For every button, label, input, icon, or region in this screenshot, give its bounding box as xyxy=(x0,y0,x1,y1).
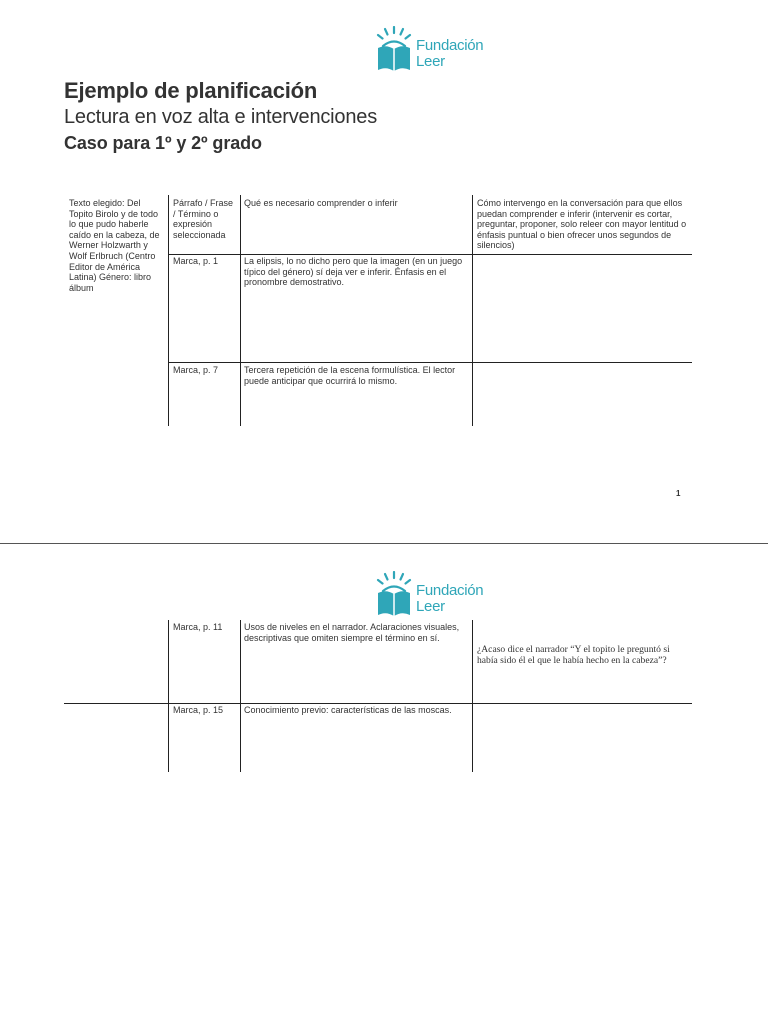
case-subtitle: Caso para 1º y 2º grado xyxy=(64,133,262,153)
logo-line-1: Fundación xyxy=(416,582,484,599)
page-subtitle: Lectura en voz alta e intervenciones xyxy=(64,106,377,128)
page-separator xyxy=(0,543,768,544)
table-divider xyxy=(168,195,169,426)
fundacion-leer-logo xyxy=(374,26,486,76)
table-divider xyxy=(168,254,692,255)
table-row-fragment: Marca, p. 15 xyxy=(173,705,224,715)
book-info: Texto elegido: Del Topito Birolo y de todo lo que pudo haberle caído en la cabeza, de Werner Holzwarth y Wolf Erlbruch (Centro Editor de América Latina) Género: libro álbum xyxy=(69,198,160,293)
page-title: Ejemplo de planificación xyxy=(64,78,318,103)
table-row-fragment: Marca, p. 7 xyxy=(173,365,219,375)
table-divider xyxy=(472,195,473,426)
table-divider xyxy=(240,620,241,772)
table-row-comprehension: Tercera repetición de la escena formulística. El lector puede anticipar que ocurrirá lo mismo. xyxy=(244,365,456,386)
table-divider xyxy=(168,620,169,772)
table-divider xyxy=(472,620,473,772)
table-divider xyxy=(168,362,692,363)
table-row-fragment: Marca, p. 1 xyxy=(173,256,219,266)
header-comprehension: Qué es necesario comprender o inferir xyxy=(244,198,398,208)
logo-line-2: Leer xyxy=(416,53,445,70)
table-row-comprehension: Usos de niveles en el narrador. Aclaraciones visuales, descriptivas que omiten siempre el término en sí. xyxy=(244,622,460,643)
book-sun-icon xyxy=(374,571,414,619)
table-divider xyxy=(64,703,692,704)
header-fragment: Párrafo / Frase / Término o expresión seleccionada xyxy=(173,198,234,240)
table-row-intervention: ¿Acaso dice el narrador “Y el topito le preguntó si había sido él el que le había hecho en la cabeza”? xyxy=(477,644,670,666)
book-sun-icon xyxy=(374,26,414,74)
table-row-comprehension: Conocimiento previo: características de las moscas. xyxy=(244,705,452,715)
table-row-fragment: Marca, p. 11 xyxy=(173,622,223,632)
table-divider xyxy=(240,195,241,426)
logo-line-1: Fundación xyxy=(416,37,484,54)
table-row-comprehension: La elipsis, lo no dicho pero que la imagen (en un juego típico del género) sí deja ver e inferir. Énfasis en el pronombre demostrativo. xyxy=(244,256,463,288)
header-intervention: Cómo intervengo en la conversación para que ellos puedan comprender e inferir (intervenir es cortar, preguntar, proponer, solo releer con mayor lentitud o énfasis puntual o bien ofrecer unos segundos de silencios) xyxy=(477,198,687,251)
logo-line-2: Leer xyxy=(416,598,445,615)
fundacion-leer-logo xyxy=(374,571,486,621)
page-number: 1 xyxy=(676,489,681,498)
